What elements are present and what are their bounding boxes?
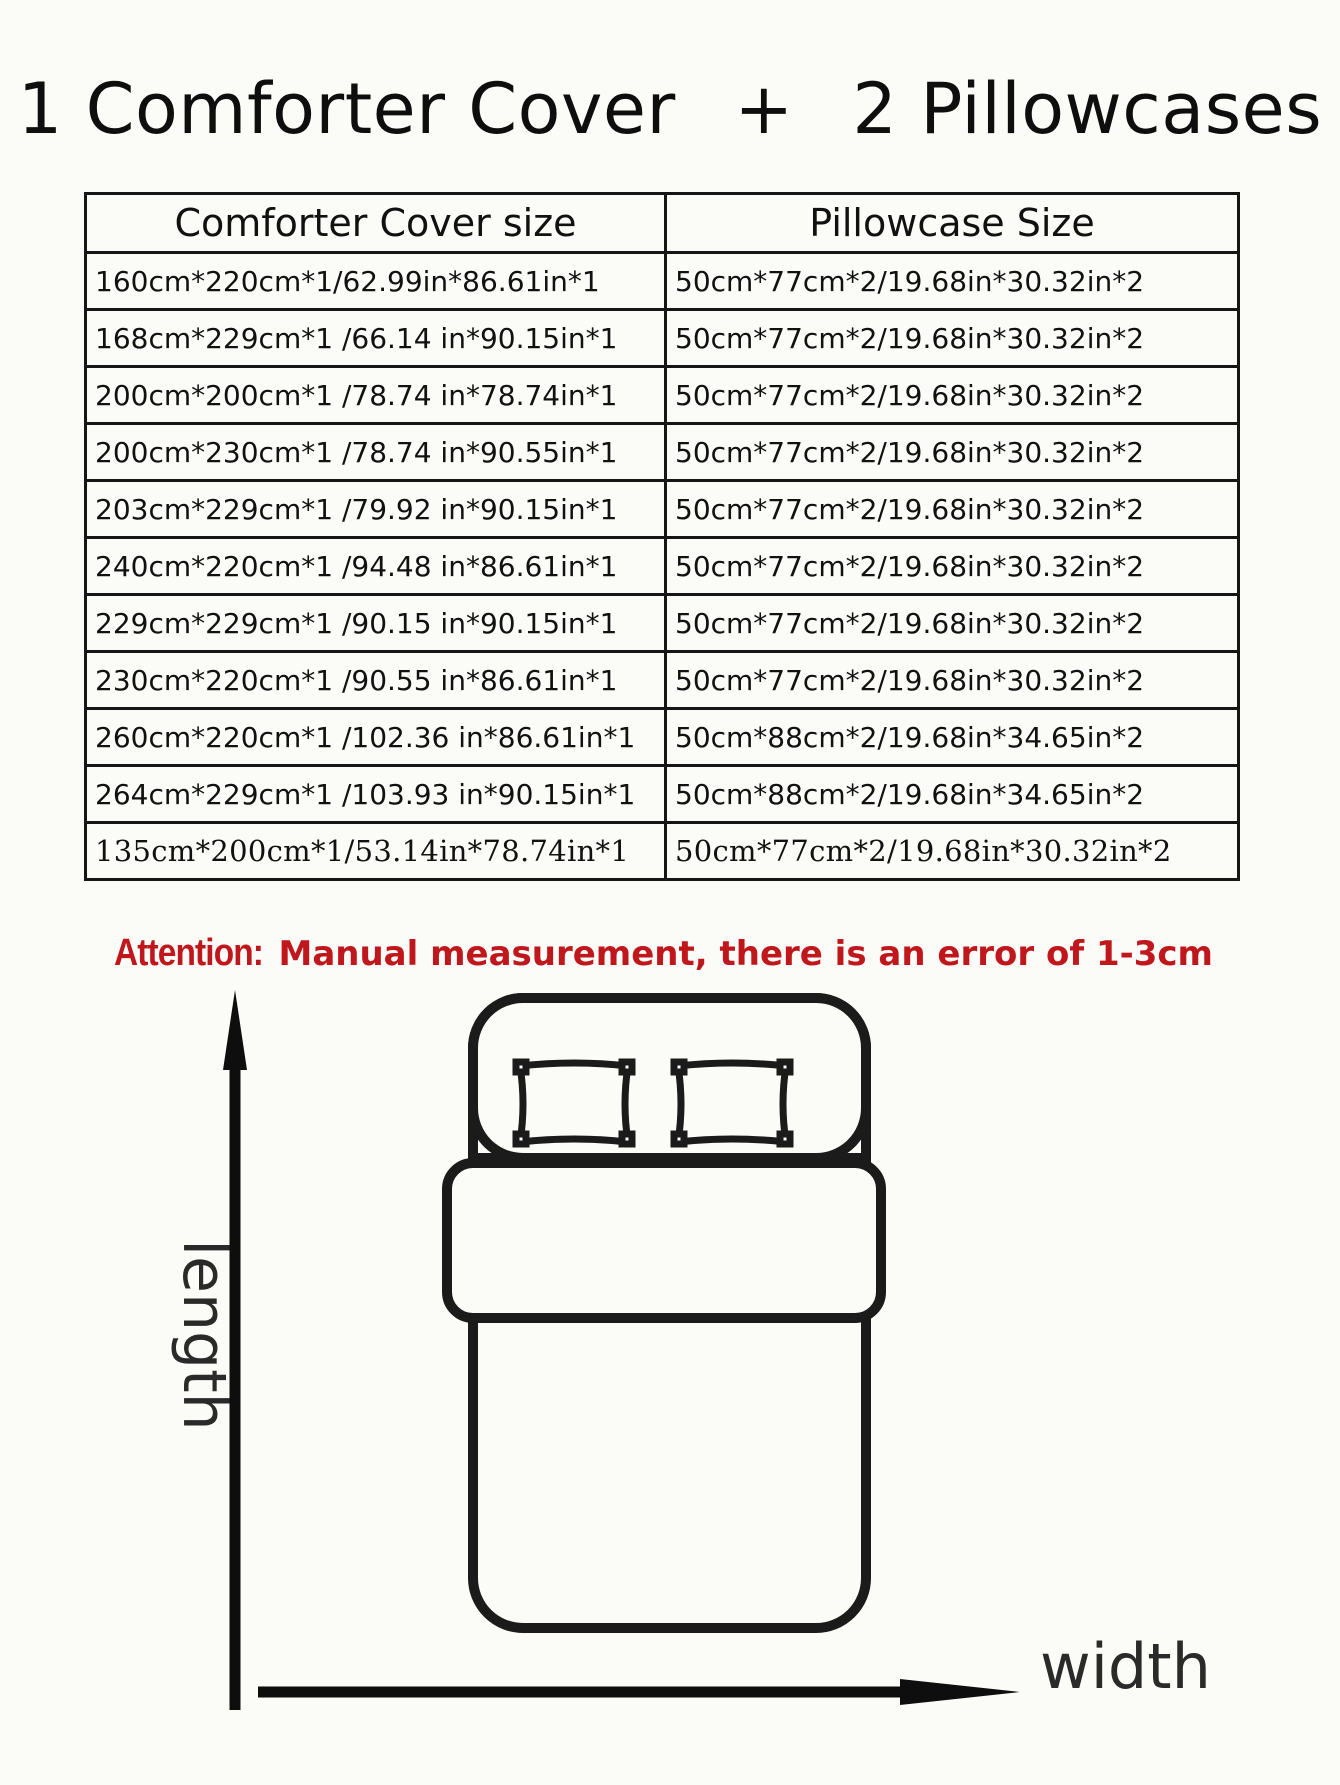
comforter-size-cell: 200cm*200cm*1 /78.74 in*78.74in*1 <box>86 367 666 424</box>
comforter-size-cell: 264cm*229cm*1 /103.93 in*90.15in*1 <box>86 766 666 823</box>
width-label: width <box>1040 1630 1211 1703</box>
title-right: 2 Pillowcases <box>852 68 1323 150</box>
comforter-size-cell: 229cm*229cm*1 /90.15 in*90.15in*1 <box>86 595 666 652</box>
comforter-size-cell: 260cm*220cm*1 /102.36 in*86.61in*1 <box>86 709 666 766</box>
pillowcase-size-cell: 50cm*88cm*2/19.68in*34.65in*2 <box>666 766 1239 823</box>
title-plus: + <box>734 68 794 150</box>
comforter-size-cell: 230cm*220cm*1 /90.55 in*86.61in*1 <box>86 652 666 709</box>
pillowcase-size-cell: 50cm*77cm*2/19.68in*30.32in*2 <box>666 823 1239 880</box>
pillowcase-size-cell: 50cm*77cm*2/19.68in*30.32in*2 <box>666 595 1239 652</box>
attention-label: Attention: <box>114 932 264 974</box>
title-left: 1 Comforter Cover <box>17 68 676 150</box>
header-comforter-size: Comforter Cover size <box>86 194 666 253</box>
pillowcase-size-cell: 50cm*88cm*2/19.68in*34.65in*2 <box>666 709 1239 766</box>
pillowcase-size-cell: 50cm*77cm*2/19.68in*30.32in*2 <box>666 652 1239 709</box>
arrow-right-icon <box>258 1679 1020 1705</box>
length-label: length <box>169 1239 239 1431</box>
pillowcase-size-cell: 50cm*77cm*2/19.68in*30.32in*2 <box>666 310 1239 367</box>
comforter-size-cell: 135cm*200cm*1/53.14in*78.74in*1 <box>86 823 666 880</box>
pillow-icon <box>516 1062 632 1144</box>
bed-icon <box>447 998 881 1628</box>
pillowcase-size-cell: 50cm*77cm*2/19.68in*30.32in*2 <box>666 481 1239 538</box>
pillowcase-size-cell: 50cm*77cm*2/19.68in*30.32in*2 <box>666 253 1239 310</box>
comforter-size-cell: 240cm*220cm*1 /94.48 in*86.61in*1 <box>86 538 666 595</box>
comforter-size-cell: 203cm*229cm*1 /79.92 in*90.15in*1 <box>86 481 666 538</box>
comforter-size-cell: 160cm*220cm*1/62.99in*86.61in*1 <box>86 253 666 310</box>
comforter-size-cell: 200cm*230cm*1 /78.74 in*90.55in*1 <box>86 424 666 481</box>
pillowcase-size-cell: 50cm*77cm*2/19.68in*30.32in*2 <box>666 538 1239 595</box>
pillowcase-size-cell: 50cm*77cm*2/19.68in*30.32in*2 <box>666 367 1239 424</box>
attention-text: Manual measurement, there is an error of 1-3cm <box>278 934 1213 974</box>
header-pillowcase-size: Pillowcase Size <box>666 194 1239 253</box>
pillowcase-size-cell: 50cm*77cm*2/19.68in*30.32in*2 <box>666 424 1239 481</box>
comforter-size-cell: 168cm*229cm*1 /66.14 in*90.15in*1 <box>86 310 666 367</box>
pillow-icon <box>674 1062 790 1144</box>
